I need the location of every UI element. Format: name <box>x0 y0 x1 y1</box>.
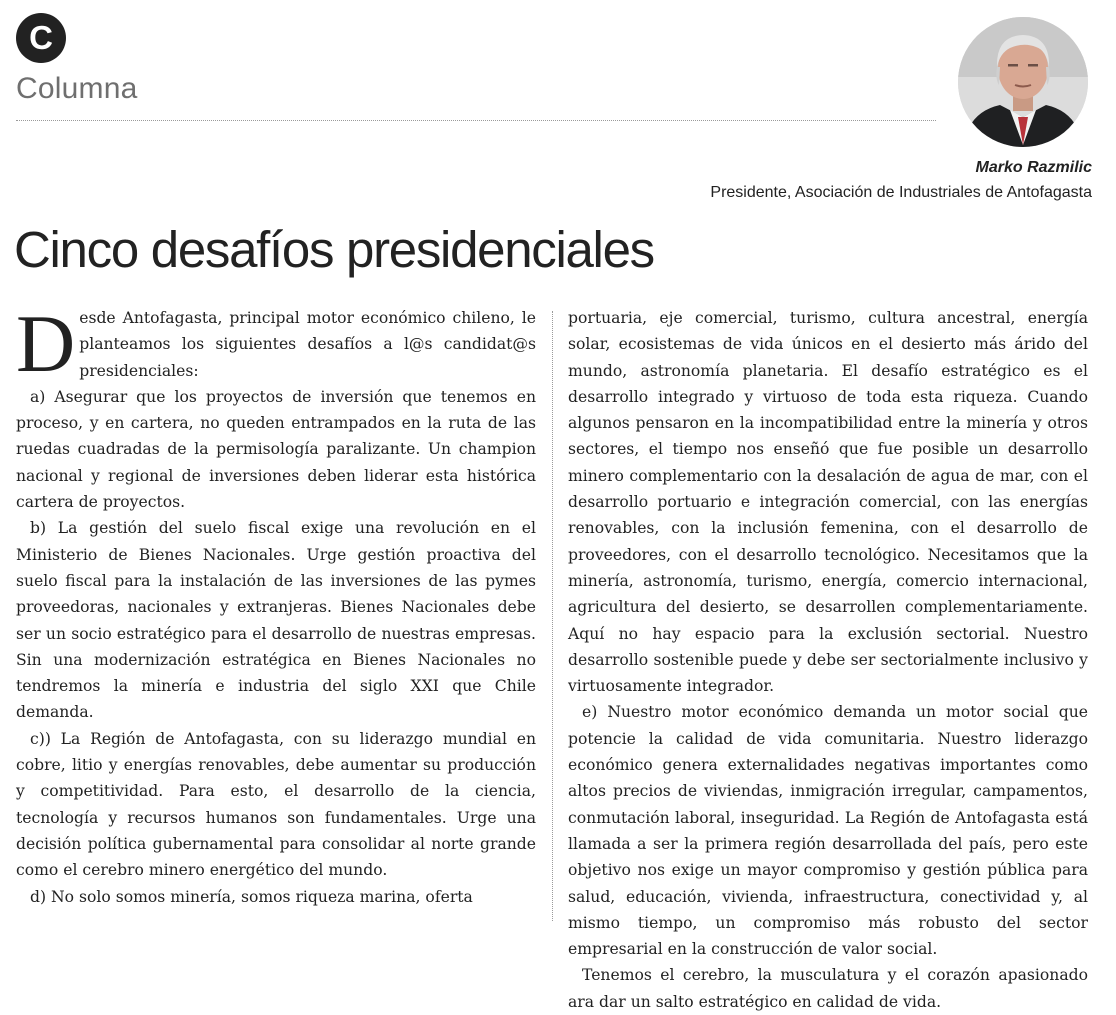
paragraph-d-continued: portuaria, eje comercial, turismo, cultura ancestral, energía solar, ecosistemas de vida únicos en el desierto más árido del mundo, astronomía planetaria. El desafío estratégico es el desarrollo integrado y virtuoso de toda esta riqueza. Cuando algunos pensaron en la incompatibilidad entre la minería y otros sectores, el tiempo nos enseñó que fue posible un desarrollo minero complementario con la desalación de agua de mar, con el desarrollo portuario e integración comercial, con las energías renovables, con la inclusión femenina, con el desarrollo de proveedores, con el desarrollo tecnológico. Necesitamos que la minería, astronomía, turismo, energía, comercio internacional, agricultura del desierto, se desarrollen complementariamente. Aquí no hay espacio para la exclusión sectorial. Nuestro desarrollo sostenible puede y debe ser sectorialmente inclusivo y virtuosamente integrador. <box>568 309 1088 696</box>
author-name: Marko Razmilic <box>975 159 1092 176</box>
paragraph-e: e) Nuestro motor económico demanda un motor social que potencie la calidad de vida comunitaria. Nuestro liderazgo económico genera externalidades negativas importantes como altos precios de viviendas, inmigración irregular, campamentos, conmutación laboral, inseguridad. La Región de Antofagasta está llamada a ser la primera región desarrollada del país, pero este objetivo nos exige un mayor compromiso y gestión pública para salud, educación, vivienda, infraestructura, conectividad y, al mismo tiempo, un compromiso más robusto del sector empresarial en la construcción de valor social. <box>568 703 1088 959</box>
drop-cap: D <box>16 298 76 389</box>
paragraph-b: b) La gestión del suelo fiscal exige una revolución en el Ministerio de Bienes Nacionales. Urge gestión proactiva del suelo fiscal para la instalación de las inversiones de las pymes proveedoras, nacionales y extranjeras. Bienes Nacionales debe ser un socio estratégico para el desarrollo de nuestras empresas. Sin una modernización estratégica en Bienes Nacionales no tendremos la minería e industria del siglo XXI que Chile demanda. <box>16 519 536 722</box>
article-headline: Cinco desafíos presidenciales <box>14 221 654 278</box>
article-column-right <box>568 305 1088 1015</box>
author-portrait-image <box>958 17 1088 147</box>
header-rule <box>16 120 936 121</box>
intro-text: esde Antofagasta, principal motor económico chileno, le planteamos los siguientes desafíos a l@s candidat@s presidenciales: <box>79 309 536 380</box>
paragraph-c: c)) La Región de Antofagasta, con su liderazgo mundial en cobre, litio y energías renovables, debe aumentar su producción y competitividad. Para esto, el desarrollo de la ciencia, tecnología y recursos humanos son fundamentales. Urge una decisión política gubernamental para consolidar al norte grande como el cerebro minero energético del mundo. <box>16 729 536 880</box>
paragraph-d: d) No solo somos minería, somos riqueza marina, oferta <box>30 887 473 906</box>
section-label: Columna <box>16 72 138 105</box>
author-role: Presidente, Asociación de Industriales de Antofagasta <box>710 184 1092 201</box>
article-column-left <box>16 298 536 910</box>
author-portrait <box>958 17 1088 147</box>
paragraph-closing: Tenemos el cerebro, la musculatura y el corazón apasionado ara dar un salto estratégico en calidad de vida. <box>568 966 1088 1011</box>
article-intro <box>16 298 536 389</box>
paragraph-a: a) Asegurar que los proyectos de inversión que tenemos en proceso, y en cartera, no queden entrampados en la ruta de las ruedas cuadradas de la permisología paralizante. Un champion nacional y regional de inversiones deben liderar esta histórica cartera de proyectos. <box>16 387 536 512</box>
column-divider <box>552 311 553 921</box>
section-badge: C <box>16 13 66 63</box>
